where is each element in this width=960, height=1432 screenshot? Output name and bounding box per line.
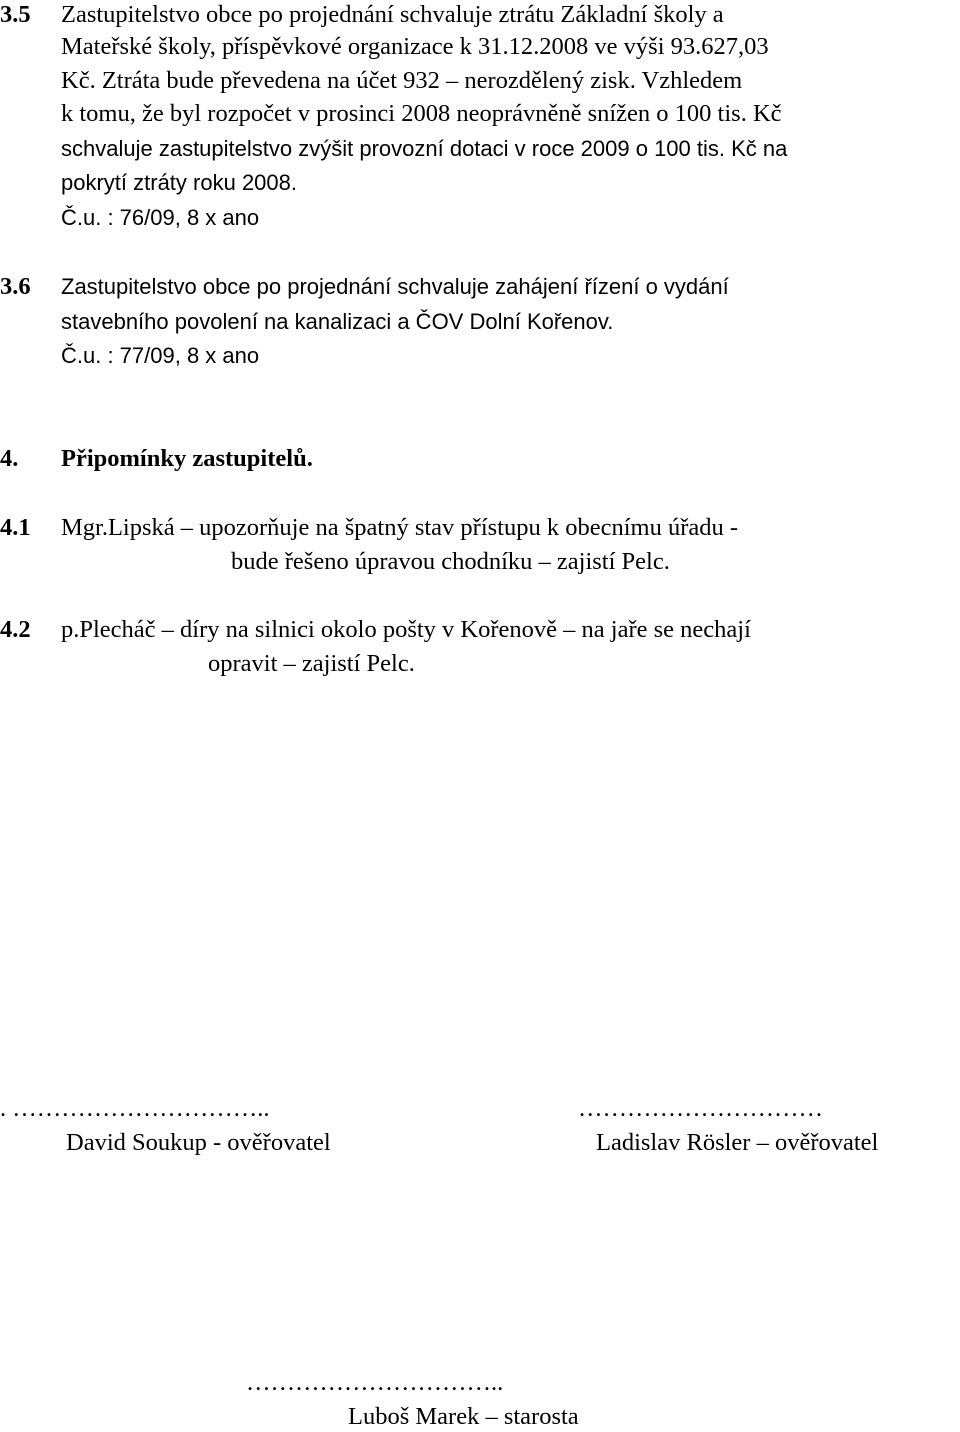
item-number-3-6: 3.6 bbox=[0, 273, 31, 300]
item-3-5-line-6: pokrytí ztráty roku 2008. bbox=[61, 170, 297, 195]
item-3-5-line-1: Zastupitelstvo obce po projednání schvaluje ztrátu Základní školy a bbox=[61, 1, 724, 28]
item-3-5-line-2: Mateřské školy, příspěvkové organizace k 31.12.2008 ve výši 93.627,03 bbox=[61, 33, 769, 60]
item-3-5-line-4: k tomu, že byl rozpočet v prosinci 2008 neoprávněně snížen o 100 tis. Kč bbox=[61, 100, 782, 127]
item-number-4-1: 4.1 bbox=[0, 514, 31, 541]
section-number-4: 4. bbox=[0, 445, 19, 472]
mayor-name: Luboš Marek – starosta bbox=[348, 1403, 579, 1430]
item-3-5-line-3: Kč. Ztráta bude převedena na účet 932 – nerozdělený zisk. Vzhledem bbox=[61, 67, 743, 94]
verifier-left-name: David Soukup - ověřovatel bbox=[66, 1129, 331, 1156]
item-number-4-2: 4.2 bbox=[0, 616, 31, 643]
item-3-5-vote: Č.u. : 76/09, 8 x ano bbox=[61, 205, 260, 230]
item-3-6-vote: Č.u. : 77/09, 8 x ano bbox=[61, 343, 260, 368]
item-4-1-line-2: bude řešeno úpravou chodníku – zajistí Pelc. bbox=[231, 548, 670, 575]
signature-line-right: ………………………… bbox=[578, 1095, 823, 1122]
item-3-5-line-5: schvaluje zastupitelstvo zvýšit provozní dotaci v roce 2009 o 100 tis. Kč na bbox=[61, 136, 788, 161]
item-4-2-line-2: opravit – zajistí Pelc. bbox=[208, 650, 415, 677]
verifier-right-name: Ladislav Rösler – ověřovatel bbox=[596, 1129, 879, 1156]
section-title: Připomínky zastupitelů. bbox=[61, 445, 313, 472]
item-3-6-line-1: Zastupitelstvo obce po projednání schvaluje zahájení řízení o vydání bbox=[61, 274, 729, 299]
item-number-3-5: 3.5 bbox=[0, 1, 31, 28]
item-4-2-line-1: p.Plecháč – díry na silnici okolo pošty v Kořenově – na jaře se nechají bbox=[61, 616, 751, 643]
item-3-6-line-2: stavebního povolení na kanalizaci a ČOV Dolní Kořenov. bbox=[61, 309, 614, 334]
signature-line-left: . ………………………….. bbox=[0, 1095, 270, 1122]
signature-line-mayor: ………………………….. bbox=[246, 1369, 504, 1396]
item-4-1-line-1: Mgr.Lipská – upozorňuje na špatný stav přístupu k obecnímu úřadu - bbox=[61, 514, 739, 541]
